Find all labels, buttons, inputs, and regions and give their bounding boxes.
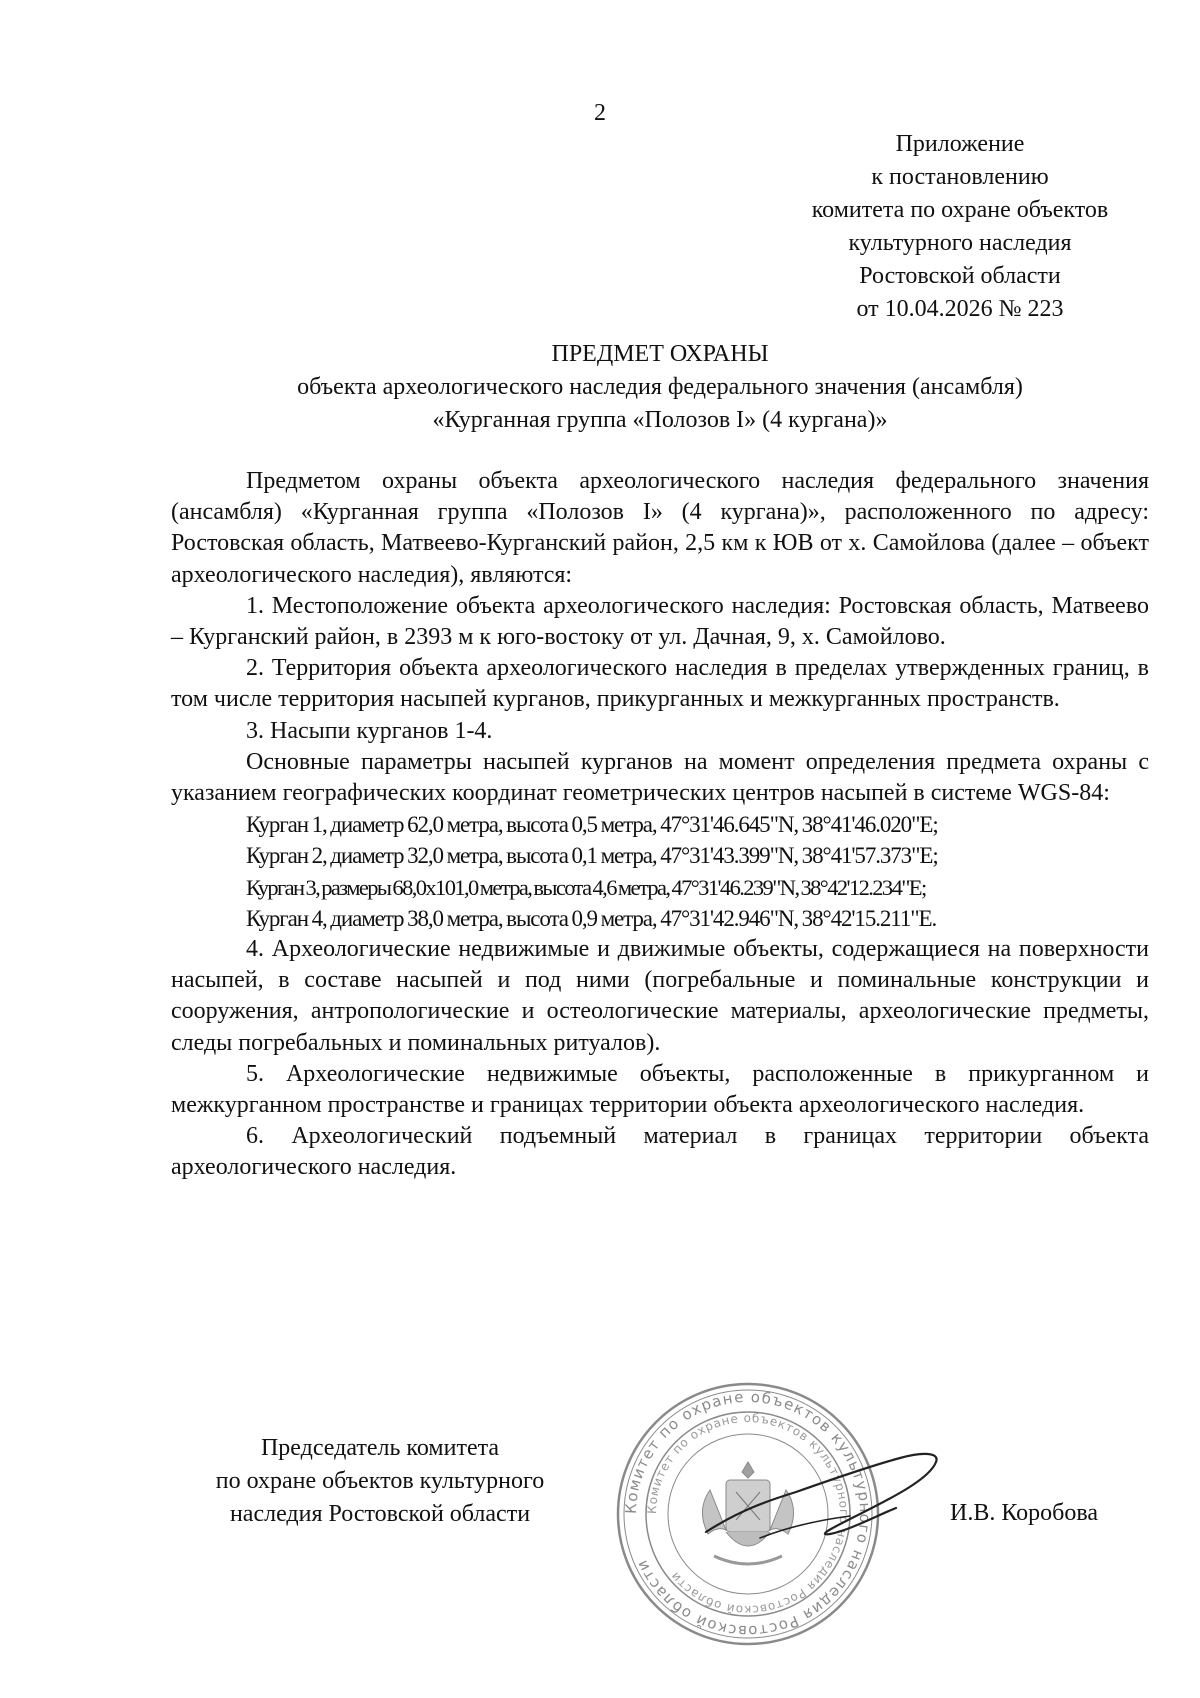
title-object-name: «Курганная группа «Полозов I» (4 кургана)» [432,407,888,433]
kurgan-entry: Курган 4, диаметр 38,0 метра, высота 0,9 метра, 47°31'42.946"N, 38°42'15.211"E. [246,905,937,931]
item-territory: 2. Территория объекта археологического наследия в пределах утвержденных границ, в том числе территория насыпей курганов, прикурганных и межкурганных пространств. [171,655,1149,713]
handwritten-signature [700,1440,960,1560]
kurgan-entry: Курган 1, диаметр 62,0 метра, высота 0,5 метра, 47°31'46.645"N, 38°41'46.020"E; [246,812,938,838]
approval-block [752,128,1168,326]
intro-paragraph: Предметом охраны объекта археологического наследия федерального значения (ансамбля) «Курганная группа «Полозов I» (4 кургана)», расположенного по адресу: Ростовская область, Матвеево-Курганский район, 2,5 км к ЮВ от х. Самойлова (далее – объект археологического наследия), являются: [171,468,1149,588]
signer-position-line: по охране объектов культурного [215,1468,545,1494]
seal-outer-text: Комитет по охране объектов культурного наследия Ростовской области [621,1387,875,1641]
signer-position-line: Председатель комитета [260,1435,500,1461]
item-mounds: 3. Насыпи курганов 1-4. [246,717,493,744]
signer-position-line: наследия Ростовской области [229,1501,531,1527]
page-number: 2 [594,100,606,126]
seal-inner-text: Комитет по охране объектов культурного наследия Ростовской области [644,1410,852,1618]
document-body [171,466,1149,1184]
title-subtitle: объекта археологического наследия федерального значения (ансамбля) [297,374,1023,400]
signer-position [160,1432,600,1531]
item-archaeological-objects: 4. Археологические недвижимые и движимые объекты, содержащиеся на поверхности насыпей, в составе насыпей и под ними (погребальные и поминальные конструкции и сооружения, антропологические и остеологические материалы, археологические предметы, следы погребальных и поминальных ритуалов). [171,936,1149,1056]
item-location: 1. Местоположение объекта археологического наследия: Ростовская область, Матвеево – Курганский район, в 2393 м к юго-востоку от ул. Дачная, 9, х. Самойлово. [171,592,1149,651]
document-title [160,338,1160,437]
kurgan-entry: Курган 2, диаметр 32,0 метра, высота 0,1 метра, 47°31'43.399"N, 38°41'57.373"E; [246,843,938,869]
signer-name: И.В. Коробова [950,1500,1099,1526]
approval-line: комитета по охране объектов [811,197,1109,223]
item-immovable-objects: 5. Археологические недвижимые объекты, расположенные в прикурганном и межкурганном пространстве и границах территории объекта археологического наследия. [171,1060,1149,1119]
title-heading: ПРЕДМЕТ ОХРАНЫ [551,341,769,367]
item-surface-material: 6. Археологический подъемный материал в границах территории объекта археологического наследия. [171,1123,1149,1181]
kurgan-entry: Курган 3, размеры 68,0х101,0 метра, высота 4,6 метра, 47°31'46.239"N, 38°42'12.234"E; [246,874,926,900]
approval-line: Ростовской области [859,263,1061,289]
approval-date-number: от 10.04.2026 № 223 [856,296,1064,322]
mound-parameters-intro: Основные параметры насыпей курганов на момент определения предмета охраны с указанием географических координат геометрических центров насыпей в системе WGS-84: [171,748,1149,807]
kurgan-list [171,809,1149,934]
approval-line: Приложение [895,131,1025,157]
approval-line: культурного наследия [848,230,1072,256]
approval-line: к постановлению [871,164,1049,190]
